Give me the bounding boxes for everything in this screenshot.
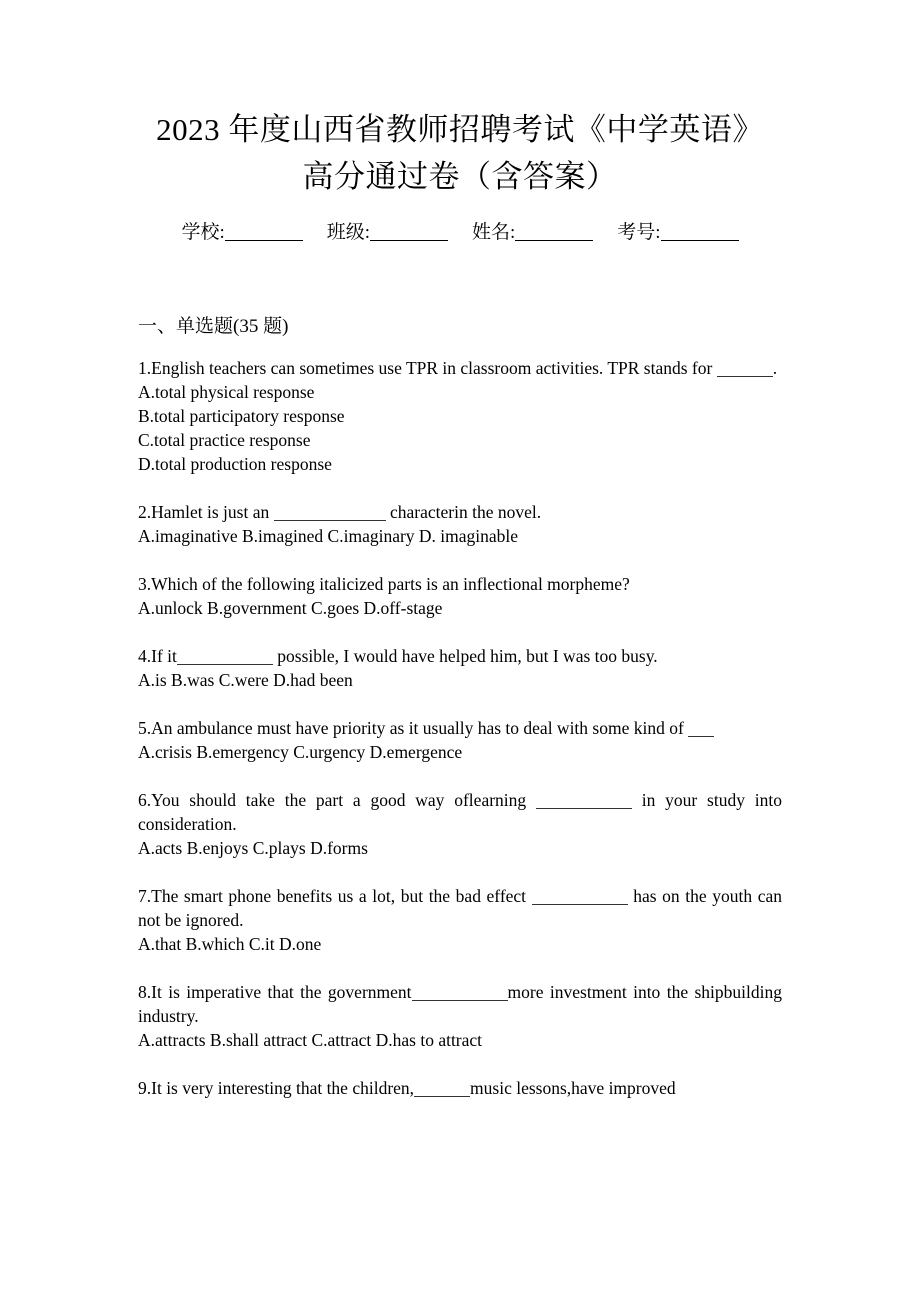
question-3 [138,572,782,620]
question-text: 8.It is imperative that the government [138,982,412,1002]
question-options [138,740,782,764]
paper-title-line-1: 2023 年度山西省教师招聘考试《中学英语》 [156,112,764,147]
question-8 [138,980,782,1052]
option-line[interactable]: A.acts B.enjoys C.plays D.forms [138,838,368,858]
question-stem [138,572,782,596]
option-line[interactable]: B.total participatory response [138,406,345,426]
section-heading-single-choice: 一、单选题(35 题) [138,316,289,337]
question-text: 1.English teachers can sometimes use TPR in classroom activities. TPR stands for [138,358,717,378]
question-text: more investment into the shipbuilding industry. [138,982,782,1026]
question-stem [138,884,782,932]
student-info-label-name: 姓名: [472,222,516,243]
question-stem [138,716,782,740]
answer-blank[interactable] [412,986,508,1001]
question-stem [138,356,782,380]
option-line[interactable]: D.total production response [138,454,332,474]
student-info-blank-school[interactable] [225,240,303,241]
option-line[interactable]: A.is B.was C.were D.had been [138,670,353,690]
question-9 [138,1076,782,1100]
question-options [138,380,782,476]
question-options [138,668,782,692]
paper-title [0,106,920,200]
question-list [138,356,782,1100]
question-1 [138,356,782,476]
option-line[interactable]: A.total physical response [138,382,315,402]
answer-blank[interactable] [536,794,632,809]
question-text: 7.The smart phone benefits us a lot, but the bad effect [138,886,532,906]
answer-blank[interactable] [688,722,714,737]
option-line[interactable]: C.total practice response [138,430,311,450]
student-info-blank-class[interactable] [370,240,448,241]
student-info-blank-exam-number[interactable] [661,240,739,241]
question-text: 3.Which of the following italicized parts is an inflectional morpheme? [138,574,630,594]
answer-blank[interactable] [532,890,628,905]
option-line[interactable]: A.attracts B.shall attract C.attract D.has to attract [138,1030,483,1050]
student-info-label-school: 学校: [181,222,225,243]
question-5 [138,716,782,764]
answer-blank[interactable] [717,362,773,377]
student-info-field-name [472,219,593,247]
question-text: 2.Hamlet is just an [138,502,274,522]
option-line[interactable]: A.crisis B.emergency C.urgency D.emergence [138,742,463,762]
option-line[interactable]: A.imaginative B.imagined C.imaginary D. imaginable [138,526,519,546]
student-info-field-class [327,219,448,247]
student-info-field-exam-number [617,219,738,247]
student-info-label-class: 班级: [326,222,370,243]
question-stem [138,500,782,524]
question-7 [138,884,782,956]
question-text: 4.If it [138,646,177,666]
question-options [138,932,782,956]
answer-blank[interactable] [274,506,386,521]
answer-blank[interactable] [177,650,273,665]
student-info-line [0,219,920,247]
question-4 [138,644,782,692]
student-info-field-school [181,219,302,247]
question-text: 6.You should take the part a good way oflearning [138,790,536,810]
question-text: music lessons,have improved [470,1078,676,1098]
option-line[interactable]: A.unlock B.government C.goes D.off-stage [138,598,443,618]
student-info-blank-name[interactable] [515,240,593,241]
option-line[interactable]: A.that B.which C.it D.one [138,934,322,954]
question-text: 5.An ambulance must have priority as it usually has to deal with some kind of [138,718,689,738]
question-text: possible, I would have helped him, but I was too busy. [272,646,658,666]
question-text: . [772,358,778,378]
question-options [138,836,782,860]
question-6 [138,788,782,860]
question-2 [138,500,782,548]
question-stem [138,1076,782,1100]
question-stem [138,980,782,1028]
answer-blank[interactable] [414,1082,470,1097]
question-text: in your study into consideration. [138,790,782,834]
question-stem [138,788,782,836]
question-text: 9.It is very interesting that the children, [138,1078,415,1098]
question-stem [138,644,782,668]
question-options [138,524,782,548]
question-text: characterin the novel. [385,502,542,522]
question-text: has on the youth can not be ignored. [138,886,782,930]
exam-content [138,312,782,1100]
paper-title-line-2: 高分通过卷（含答案） [302,159,618,194]
question-options [138,1028,782,1052]
question-options [138,596,782,620]
student-info-label-exam-number: 考号: [617,222,661,243]
